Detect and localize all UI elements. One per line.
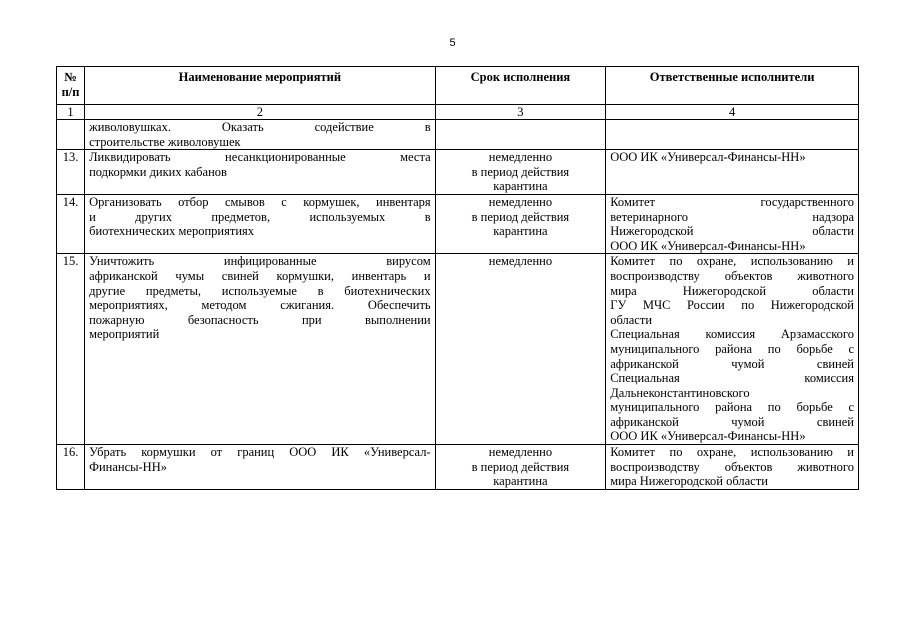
measure-name-line: Уничтожить инфицированные вирусом [89, 254, 431, 269]
responsible-executors-line: муниципального района по борьбе с [610, 341, 854, 356]
responsible-executors-line: Комитет государственного [610, 194, 854, 209]
column-index: 2 [85, 105, 436, 120]
header-name: Наименование мероприятий [85, 67, 436, 105]
execution-term-line: немедленно [488, 150, 553, 165]
row-number: 16. [57, 445, 85, 490]
responsible-executors-line: ООО ИК «Универсал-Финансы-НН» [610, 150, 806, 165]
header-term: Срок исполнения [435, 67, 606, 105]
table-row [57, 254, 859, 445]
table-row [57, 120, 859, 150]
responsible-executors-line: воспроизводству объектов животного [610, 268, 854, 283]
measure-name-line: живоловушках. Оказать содействие в [89, 120, 431, 134]
measure-name-line: Финансы-НН» [89, 459, 167, 474]
responsible-executors [606, 150, 859, 195]
header-resp: Ответственные исполнители [606, 67, 859, 105]
page-number: 5 [449, 37, 456, 49]
responsible-executors-line: Комитет по охране, использованию и [610, 445, 854, 460]
table-body [57, 120, 859, 490]
column-index: 3 [435, 105, 606, 120]
responsible-executors-line: Нижегородской области [610, 224, 854, 239]
responsible-executors-line: Специальная комиссия [610, 371, 854, 386]
measure-name-line: другие предметы, используемые в биотехнических [89, 283, 431, 298]
measure-name [85, 254, 436, 445]
execution-term-line: карантина [493, 179, 548, 194]
measure-name-line: Ликвидировать несанкционированные места [89, 150, 431, 165]
responsible-executors-line: Комитет по охране, использованию и [610, 254, 854, 269]
execution-term [435, 120, 606, 150]
execution-term [435, 194, 606, 253]
execution-term-line: в период действия [471, 209, 570, 224]
measure-name-line: африканской чумы свиней кормушки, инвентарь и [89, 268, 431, 283]
execution-term [435, 254, 606, 445]
execution-term-line: немедленно [488, 254, 553, 269]
measure-name-line: и других предметов, используемых в [89, 209, 431, 224]
row-number: 15. [57, 254, 85, 445]
column-index: 1 [57, 105, 85, 120]
table-row [57, 194, 859, 253]
execution-term [435, 445, 606, 490]
execution-term-line: немедленно [488, 194, 553, 209]
measure-name-line: мероприятий [89, 327, 160, 342]
responsible-executors [606, 194, 859, 253]
responsible-executors-line: африканской чумой свиней [610, 414, 854, 429]
row-number [57, 120, 85, 150]
row-number: 14. [57, 194, 85, 253]
measure-name-line: Организовать отбор смывов с кормушек, инвентаря [89, 194, 431, 209]
responsible-executors-line: муниципального района по борьбе с [610, 400, 854, 415]
execution-term-line: немедленно [488, 445, 553, 460]
responsible-executors-line: Специальная комиссия Арзамасского [610, 327, 854, 342]
header-num: № п/п [57, 67, 85, 105]
responsible-executors-line: мира Нижегородской области [610, 474, 768, 489]
responsible-executors-line: ГУ МЧС России по Нижегородской [610, 298, 854, 313]
responsible-executors-line: ООО ИК «Универсал-Финансы-НН» [610, 429, 806, 444]
responsible-executors [606, 254, 859, 445]
measure-name-line: пожарную безопасность при выполнении [89, 312, 431, 327]
measure-name-line: строительстве живоловушек [89, 134, 241, 149]
measure-name [85, 150, 436, 195]
responsible-executors [606, 120, 859, 150]
measure-name-line: подкормки диких кабанов [89, 164, 227, 179]
table-row [57, 445, 859, 490]
responsible-executors [606, 445, 859, 490]
measure-name-line: мероприятиях, методом сжигания. Обеспечить [89, 298, 431, 313]
column-index: 4 [606, 105, 859, 120]
responsible-executors-line: африканской чумой свиней [610, 356, 854, 371]
header-row [57, 67, 859, 105]
execution-term-line: карантина [493, 474, 548, 489]
execution-term-line: карантина [493, 224, 548, 239]
responsible-executors-line: воспроизводству объектов животного [610, 459, 854, 474]
responsible-executors-line: мира Нижегородской области [610, 283, 854, 298]
execution-term [435, 150, 606, 195]
row-number: 13. [57, 150, 85, 195]
responsible-executors-line: области [610, 312, 653, 327]
column-index-row [57, 105, 859, 120]
execution-term-line: в период действия [471, 459, 570, 474]
measure-name [85, 194, 436, 253]
table-row [57, 150, 859, 195]
measure-name [85, 120, 436, 150]
responsible-executors-line: ООО ИК «Универсал-Финансы-НН» [610, 238, 806, 253]
measure-name [85, 445, 436, 490]
measures-table [56, 66, 859, 490]
execution-term-line: в период действия [471, 164, 570, 179]
measure-name-line: Убрать кормушки от границ ООО ИК «Универсал- [89, 445, 431, 460]
measure-name-line: биотехнических мероприятиях [89, 224, 255, 239]
responsible-executors-line: Дальнеконстантиновского [610, 385, 750, 400]
responsible-executors-line: ветеринарного надзора [610, 209, 854, 224]
